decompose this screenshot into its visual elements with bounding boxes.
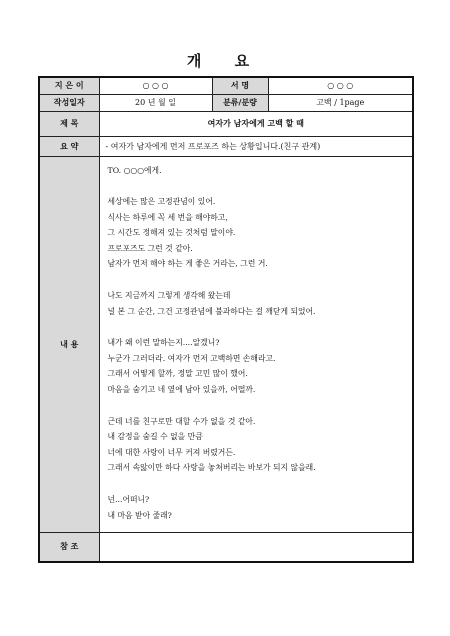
category-label: 분류/분량 [212, 94, 268, 111]
overview-form [38, 76, 414, 563]
document-title: 개 요 [186, 52, 264, 70]
date-value: 20 년 월 일 [99, 94, 212, 111]
line-gap [108, 398, 405, 414]
letter-line: 프로포즈도 그런 것 같아. [107, 243, 193, 253]
subject-label: 제 목 [39, 111, 99, 136]
summary-label: 요 약 [39, 136, 99, 156]
reference-label: 참 조 [39, 532, 99, 562]
letter-line: 내 마음 받아 줄래? [107, 510, 172, 520]
letter-line: 널 본 그 순간, 그건 고정관념에 불과하다는 걸 깨닫게 되었어. [107, 306, 316, 316]
letter-line: 내 감정을 숨길 수 없을 만큼 [107, 432, 203, 442]
letter-line: 너에 대한 사랑이 너무 커져 버렸거든. [107, 447, 236, 457]
letter-line: TO. ○○○에게. [107, 165, 162, 175]
author-row [39, 77, 413, 94]
line-gap [108, 272, 405, 288]
sign-label: 서 명 [212, 77, 268, 94]
content-row [39, 156, 413, 532]
reference-row [39, 532, 413, 562]
letter-line: 누군가 그러더라. 여자가 먼저 고백하면 손해라고. [107, 353, 276, 363]
reference-value [99, 532, 413, 562]
sign-value: ○ ○ ○ [268, 77, 413, 94]
letter-line: 넌...어떠니? [107, 495, 150, 504]
date-label: 작성일자 [39, 94, 99, 111]
letter-line: 마음을 숨기고 네 옆에 남아 있을까, 어떨까. [107, 385, 256, 395]
line-gap [108, 178, 405, 194]
line-gap [108, 476, 405, 492]
subject-value: 여자가 남자에게 고백 할 때 [99, 111, 413, 136]
letter-line: 그래서 어떻게 할까, 정말 고민 많이 했어. [107, 369, 248, 379]
letter-line: 남자가 먼저 해야 하는 게 좋은 거라는, 그런 거. [107, 259, 268, 269]
author-value: ○ ○ ○ [99, 77, 212, 94]
summary-value: - 여자가 남자에게 먼저 프로포즈 하는 상황입니다.(친구 관계) [99, 136, 413, 156]
letter-line: 그래서 속앓이만 하다 사랑을 놓쳐버리는 바보가 되지 않을래. [107, 463, 316, 473]
letter-line: 근데 너를 친구로만 대할 수가 없을 것 같아. [107, 416, 256, 426]
letter-line: 나도 지금까지 그렇게 생각해 왔는데 [107, 291, 231, 301]
author-label: 지 은 이 [39, 77, 99, 94]
letter-line: 내가 왜 이런 말하는지....알겠니? [107, 338, 220, 348]
letter-line: 세상에는 많은 고정관념이 있어. [107, 197, 216, 207]
letter-line: 그 시간도 정해져 있는 것처럼 말이야. [107, 228, 236, 238]
letter-body [99, 156, 413, 532]
summary-row [39, 136, 413, 156]
subject-row [39, 111, 413, 136]
date-row [39, 94, 413, 111]
category-value: 고백 / 1page [268, 94, 413, 111]
line-gap [108, 319, 405, 335]
letter-line: 식사는 하루에 꼭 세 번을 해야하고, [107, 212, 228, 222]
content-label: 내 용 [39, 156, 99, 532]
